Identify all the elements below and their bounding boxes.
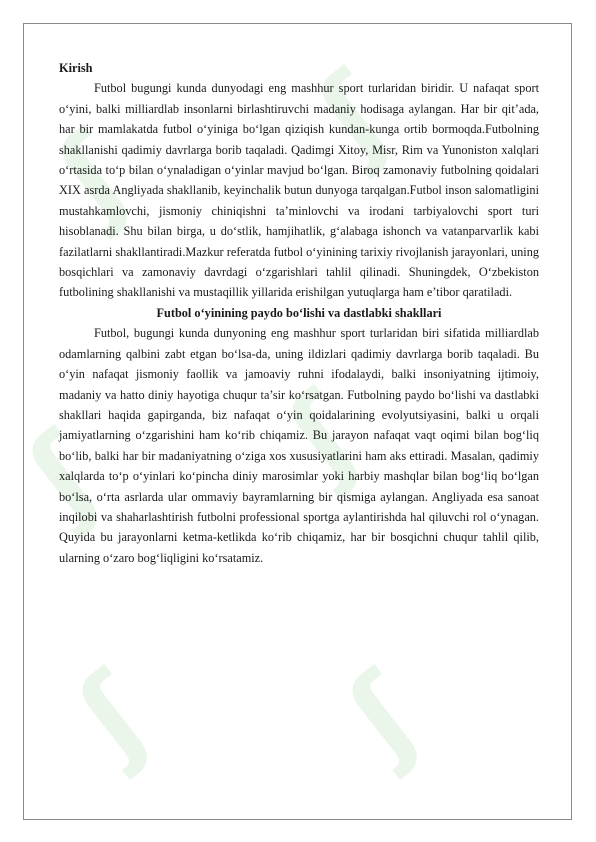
watermark-glyph: ʃ [5, 410, 121, 540]
section-paragraph: Futbol, bugungi kunda dunyoning eng mashhur sport turlaridan biri sifatida milliardlab odamlarning qalbini zabt etgan bo‘lsa-da, uning ildizlari qadimiy davrlarga borib taqaladi. Bu o‘yin nafaqat jismoniy faollik va jamoaviy ruhni ifodalaydi, balki insoniyatning ijtimoiy, madaniy va hatto diniy hayotiga chuqur ta’sir ko‘rsatgan. Futbolning paydo bo‘lishi va dastlabki shakllari haqida gapirganda, biz nafaqat o‘yin qoidalarining evolyutsiyasini, balki u orqali jamiyatlarning o‘zgarishini ham ko‘rib chiqamiz. Bu jarayon nafaqat vaqt oqimi bilan bog‘liq bo‘lib, balki har bir madaniyatning o‘ziga xos xususiyatlarini ham aks ettiradi. Masalan, qadimiy xalqlarda to‘p o‘yinlari ko‘pincha diniy marosimlar yoki harbiy mashqlar bilan bog‘liq bo‘lgan bo‘lsa, o‘rta asrlarda ular ommaviy bayramlarning bir qismiga aylangan. Angliyada esa sanoat inqilobi va shaharlashtirish futbolni professional sportga aylantirishda hal qiluvchi rol o‘ynagan. Quyida bu jarayonlarni ketma-ketlikda ko‘rib chiqamiz, har bir bosqichni chuqur tahlil qilib, ularning o‘zaro bog‘liqligini ko‘rsatamiz. [59, 326, 539, 565]
watermark-glyph: ʃ [265, 370, 381, 500]
watermark-glyph: ʃ [35, 110, 151, 240]
watermark-glyph: ʃ [295, 50, 411, 180]
intro-paragraph: Futbol bugungi kunda dunyodagi eng mashhur sport turlaridan biridir. U nafaqat sport o‘yini, balki milliardlab insonlarni birlashtiruvchi madaniy hodisaga aylangan. Har bir qit’ada, har bir mamlakatda futbol o‘yiniga bo‘lgan qiziqish kundan-kunga ortib bormoqda.Futbolning shakllanishi qadimiy davrlarga borib taqaladi. Qadimgi Xitoy, Misr, Rim va Yunoniston xalqlari o‘rtasida to‘p bilan o‘ynaladigan o‘yinlar mavjud bo‘lgan. Biroq zamonaviy futbolning qoidalari XIX asrda Angliyada shakllanib, keyinchalik butun dunyoga tarqalgan.Futbol inson salomatligini mustahkamlovchi, jismoniy chiniqishni ta’minlovchi va irodani tarbiyalovchi sport turi hisoblanadi. Shu bilan birga, u do‘stlik, hamjihatlik, g‘alabaga ishonch va vatanparvarlik kabi fazilatlarni shakllantiradi.Mazkur referatda futbol o‘yinining tarixiy rivojlanish jarayonlari, uning bosqichlari va zamonaviy davrdagi o‘zgarishlari tahlil qilinadi. Shuningdek, O‘zbekiston futbolining shakllanishi va mustaqillik yillarida erishilgan yutuqlarga ham e’tibor qaratiladi. [59, 81, 539, 300]
document-body [59, 50, 539, 568]
section-heading: Futbol o‘yinining paydo bo‘lishi va dastlabki shakllari [156, 305, 442, 320]
intro-heading: Kirish [59, 61, 93, 75]
watermark-glyph: ʃ [55, 650, 171, 780]
watermark-glyph: ʃ [325, 650, 441, 780]
